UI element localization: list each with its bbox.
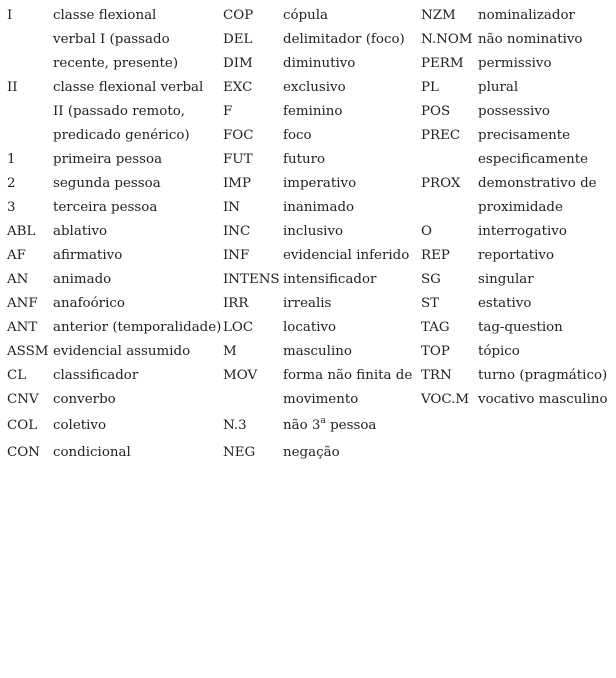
table-row	[7, 172, 613, 196]
meaning: classe flexional	[53, 8, 157, 23]
table-row	[7, 340, 613, 364]
table-row	[7, 364, 613, 388]
abbreviation: O	[421, 224, 432, 239]
meaning: inclusivo	[283, 224, 344, 239]
meaning: converbo	[53, 392, 116, 407]
meaning: intensificador	[283, 272, 377, 287]
abbreviation: ABL	[7, 224, 36, 239]
table-row	[7, 4, 613, 28]
abbreviation: PL	[421, 80, 439, 95]
abbreviation: AF	[7, 248, 26, 263]
abbreviation	[7, 100, 53, 124]
abbreviation	[421, 148, 478, 172]
meaning: singular	[478, 272, 534, 287]
abbreviation: N.3	[223, 418, 247, 433]
meaning: imperativo	[283, 176, 357, 191]
meaning: diminutivo	[283, 56, 356, 71]
table-row	[7, 52, 613, 76]
meaning: terceira pessoa	[53, 200, 158, 215]
abbreviation: CON	[7, 445, 40, 460]
meaning: forma não finita de	[283, 368, 413, 383]
abbreviation	[223, 388, 283, 412]
table-row	[7, 124, 613, 148]
abbreviation: I	[7, 8, 13, 23]
abbreviation	[7, 28, 53, 52]
meaning: futuro	[283, 152, 326, 167]
table-row	[7, 28, 613, 52]
table-row	[7, 76, 613, 100]
abbreviation: ANF	[7, 296, 38, 311]
abbreviation: TAG	[421, 320, 450, 335]
meaning: demonstrativo de	[478, 176, 597, 191]
abbreviation: TOP	[421, 344, 450, 359]
meaning: não nominativo	[478, 32, 583, 47]
abbreviation: NEG	[223, 445, 256, 460]
abbreviation: LOC	[223, 320, 254, 335]
meaning	[478, 412, 613, 439]
table-row	[7, 244, 613, 268]
abbreviation: DEL	[223, 32, 253, 47]
meaning: precisamente	[478, 128, 571, 143]
abbreviation	[421, 412, 478, 439]
abbreviation: FUT	[223, 152, 253, 167]
abbreviation: PREC	[421, 128, 461, 143]
meaning: classificador	[53, 368, 139, 383]
meaning: evidencial assumido	[53, 344, 191, 359]
table-row	[7, 148, 613, 172]
table-row	[7, 412, 613, 439]
meaning: nominalizador	[478, 8, 575, 23]
abbreviation: POS	[421, 104, 451, 119]
abbreviation: MOV	[223, 368, 258, 383]
abbreviation: N.NOM	[421, 32, 473, 47]
meaning-with-superscript	[283, 412, 421, 439]
meaning: negação	[283, 445, 340, 460]
meaning: anterior (temporalidade)	[53, 320, 222, 335]
abbreviation: IMP	[223, 176, 252, 191]
abbreviation: AN	[7, 272, 29, 287]
abbreviation: PROX	[421, 176, 461, 191]
abbreviation: NZM	[421, 8, 456, 23]
meaning: evidencial inferido	[283, 248, 410, 263]
superscript: a	[320, 416, 326, 426]
abbreviation: ST	[421, 296, 440, 311]
meaning: condicional	[53, 445, 131, 460]
abbreviation: CL	[7, 368, 27, 383]
table-row	[7, 196, 613, 220]
abbreviation: II	[7, 80, 18, 95]
meaning-base: não 3	[283, 418, 321, 433]
meaning: cópula	[283, 8, 329, 23]
abbreviation: ASSM	[7, 344, 49, 359]
abbreviation: M	[223, 344, 237, 359]
meaning: plural	[478, 80, 519, 95]
meaning: exclusivo	[283, 80, 346, 95]
meaning: locativo	[283, 320, 337, 335]
meaning: vocativo masculino	[478, 392, 608, 407]
meaning: verbal I (passado	[53, 32, 170, 47]
meaning: movimento	[283, 392, 359, 407]
meaning: especificamente	[478, 152, 589, 167]
abbreviation: DIM	[223, 56, 253, 71]
abbreviation: REP	[421, 248, 450, 263]
meaning: feminino	[283, 104, 343, 119]
abbreviation	[421, 439, 478, 466]
table-row	[7, 100, 613, 124]
abbreviation: 3	[7, 200, 16, 215]
meaning: afirmativo	[53, 248, 123, 263]
abbreviation: TRN	[421, 368, 452, 383]
meaning: coletivo	[53, 418, 107, 433]
abbreviation: IN	[223, 200, 241, 215]
abbreviation: F	[223, 104, 233, 119]
abbreviation: IRR	[223, 296, 249, 311]
abbreviation	[7, 124, 53, 148]
abbreviation: ANT	[7, 320, 38, 335]
meaning	[478, 439, 613, 466]
abbreviation: COP	[223, 8, 254, 23]
meaning: irrealis	[283, 296, 332, 311]
abbreviation: INTENS	[223, 272, 280, 287]
table-row	[7, 316, 613, 340]
abbreviation: COL	[7, 418, 38, 433]
abbreviation	[7, 52, 53, 76]
meaning: turno (pragmático)	[478, 368, 608, 383]
table-row	[7, 388, 613, 412]
abbreviation: CNV	[7, 392, 39, 407]
meaning: primeira pessoa	[53, 152, 163, 167]
abbreviation	[421, 196, 478, 220]
meaning: permissivo	[478, 56, 552, 71]
table-row	[7, 292, 613, 316]
meaning: II (passado remoto,	[53, 104, 186, 119]
abbreviations-table	[7, 4, 613, 466]
meaning: interrogativo	[478, 224, 567, 239]
abbreviation: INC	[223, 224, 251, 239]
meaning: predicado genérico)	[53, 128, 190, 143]
abbreviation: EXC	[223, 80, 253, 95]
table-row	[7, 268, 613, 292]
meaning: anafoórico	[53, 296, 125, 311]
meaning: proximidade	[478, 200, 563, 215]
meaning: masculino	[283, 344, 352, 359]
abbreviation: 1	[7, 152, 16, 167]
table-row	[7, 220, 613, 244]
abbreviation: PERM	[421, 56, 464, 71]
table-row	[7, 439, 613, 466]
abbreviation: INF	[223, 248, 250, 263]
meaning-suffix: pessoa	[325, 418, 377, 433]
meaning: ablativo	[53, 224, 108, 239]
meaning: tag-question	[478, 320, 563, 335]
meaning: possessivo	[478, 104, 550, 119]
meaning: animado	[53, 272, 112, 287]
abbreviation: SG	[421, 272, 441, 287]
meaning: classe flexional verbal	[53, 80, 204, 95]
meaning: inanimado	[283, 200, 355, 215]
meaning: reportativo	[478, 248, 555, 263]
meaning: foco	[283, 128, 312, 143]
meaning: delimitador (foco)	[283, 32, 405, 47]
abbreviation: VOC.M	[421, 392, 470, 407]
abbreviation: 2	[7, 176, 16, 191]
abbreviation: FOC	[223, 128, 254, 143]
meaning: estativo	[478, 296, 532, 311]
meaning: tópico	[478, 344, 520, 359]
meaning: recente, presente)	[53, 56, 179, 71]
meaning: segunda pessoa	[53, 176, 161, 191]
